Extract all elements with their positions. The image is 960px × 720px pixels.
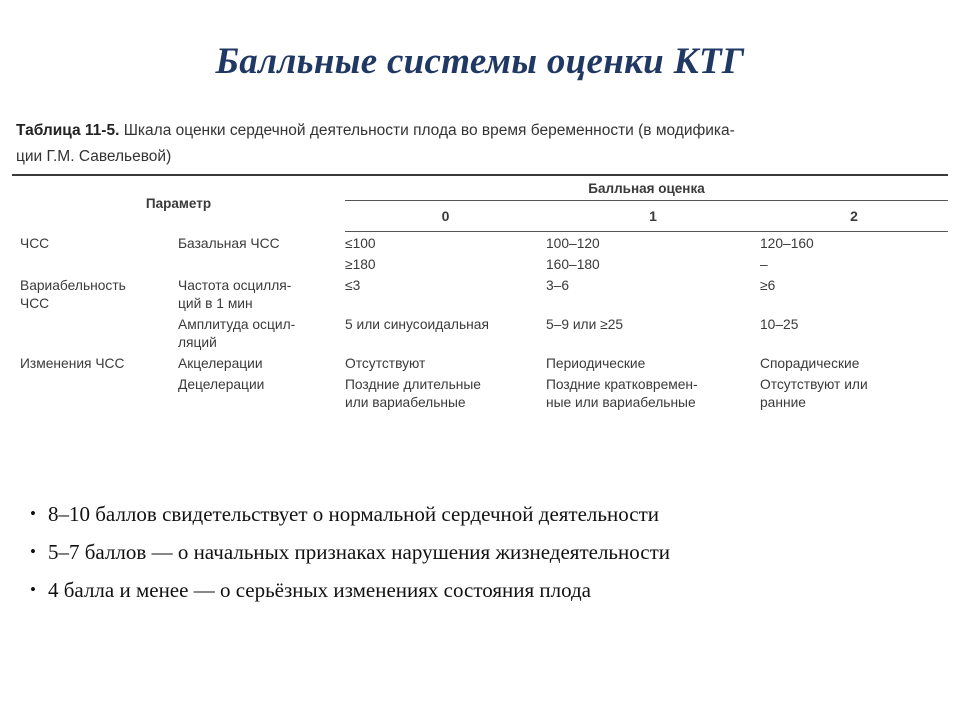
bullet-text: 4 балла и менее — о серьёзных изменениях состояния плода — [48, 578, 592, 602]
cell-score-2 — [760, 274, 948, 313]
cell-score-2 — [760, 313, 948, 352]
cell-score-2-text: 10–25 — [760, 317, 799, 332]
cell-score-0 — [345, 313, 546, 352]
cell-score-0-text: ≥180 — [345, 257, 376, 272]
cell-score-1-text: 3–6 — [546, 278, 570, 293]
cell-parameter-text: Базальная ЧСС — [178, 235, 280, 251]
summary-bullets — [28, 498, 938, 612]
cell-score-1-text: 160–180 — [546, 257, 600, 272]
header-score-1: 1 — [546, 201, 760, 232]
cell-group — [12, 313, 178, 352]
table-body — [12, 232, 948, 413]
bullet-item — [28, 574, 938, 612]
cell-score-0-text: 5 или синусоидальная — [345, 317, 489, 332]
table-caption-label: Таблица 11-5. — [16, 122, 120, 139]
cell-group — [12, 232, 178, 254]
cell-score-1 — [546, 313, 760, 352]
header-score-0: 0 — [345, 201, 546, 232]
cell-group — [12, 274, 178, 313]
header-score-2: 2 — [760, 201, 948, 232]
cell-group — [12, 373, 178, 412]
cell-parameter — [178, 274, 345, 313]
cell-score-1-text: 5–9 или ≥25 — [546, 317, 624, 332]
cell-score-2 — [760, 232, 948, 254]
table-caption — [16, 118, 948, 170]
cell-score-1-text: Поздние кратковремен- — [546, 377, 698, 392]
cell-score-2 — [760, 352, 948, 373]
ktg-score-table — [12, 176, 948, 412]
cell-score-1-text: 100–120 — [546, 236, 600, 251]
cell-group — [12, 352, 178, 373]
cell-score-2-text: Спорадические — [760, 356, 860, 371]
table-row — [12, 352, 948, 373]
cell-group-text: Изменения ЧСС — [20, 356, 125, 371]
cell-score-1 — [546, 352, 760, 373]
table-row — [12, 373, 948, 412]
scanned-table-image — [12, 118, 948, 412]
cell-parameter — [178, 373, 345, 412]
cell-parameter-text: Частота осцилля- — [178, 278, 292, 293]
table-caption-text-line2: ции Г.М. Савельевой) — [16, 148, 172, 165]
slide-title: Балльные системы оценки КТГ — [215, 41, 745, 82]
cell-score-0-text: ≤3 — [345, 278, 361, 293]
cell-parameter — [178, 313, 345, 352]
cell-score-0-text: или вариабельные — [345, 395, 466, 410]
cell-score-2 — [760, 253, 948, 274]
bullet-dot-icon: • — [30, 580, 36, 599]
cell-score-0 — [345, 274, 546, 313]
cell-parameter-text: Децелерации — [178, 377, 265, 392]
cell-parameter-text: Акцелерации — [178, 356, 263, 371]
bullet-text: 8–10 баллов свидетельствует о нормальной сердечной деятельности — [48, 502, 659, 526]
cell-parameter-text: ляций — [178, 335, 217, 350]
cell-score-0-text: ≤100 — [345, 236, 376, 251]
header-score-group: Балльная оценка — [345, 176, 948, 201]
header-parameter: Параметр — [145, 196, 212, 212]
cell-score-0 — [345, 253, 546, 274]
cell-score-0 — [345, 352, 546, 373]
cell-score-1 — [546, 373, 760, 412]
cell-parameter — [178, 352, 345, 373]
table-row — [12, 232, 948, 254]
cell-score-0-text: Отсутствуют — [345, 356, 426, 371]
cell-score-2-text: 120–160 — [760, 236, 814, 251]
table-caption-text: Шкала оценки сердечной деятельности плода во время беременности (в модифика- — [119, 122, 735, 139]
cell-score-1-text: ные или вариабельные — [546, 395, 696, 410]
bullet-dot-icon: • — [30, 542, 36, 561]
cell-score-1-text: Периодические — [546, 356, 646, 371]
cell-score-1 — [546, 274, 760, 313]
cell-score-1 — [546, 253, 760, 274]
cell-parameter — [178, 253, 345, 274]
cell-parameter-text: ций в 1 мин — [178, 296, 253, 311]
bullet-item — [28, 536, 938, 574]
bullet-item — [28, 498, 938, 536]
cell-group — [12, 253, 178, 274]
cell-score-0 — [345, 373, 546, 412]
cell-parameter-text: Амплитуда осцил- — [178, 317, 296, 332]
table-row — [12, 313, 948, 352]
cell-score-2 — [760, 373, 948, 412]
cell-score-2-text: – — [760, 257, 768, 272]
cell-score-0-text: Поздние длительные — [345, 377, 481, 392]
cell-score-2-text: ≥6 — [760, 278, 776, 293]
bullet-dot-icon: • — [30, 504, 36, 523]
cell-group-text: ЧСС — [20, 235, 50, 251]
cell-score-0 — [345, 232, 546, 254]
bullet-text: 5–7 баллов — о начальных признаках нарушения жизнедеятельности — [48, 540, 670, 564]
cell-score-2-text: ранние — [760, 395, 806, 410]
cell-group-text: Вариабельность — [20, 278, 126, 293]
cell-score-2-text: Отсутствуют или — [760, 377, 868, 392]
cell-parameter — [178, 232, 345, 254]
cell-score-1 — [546, 232, 760, 254]
table-row — [12, 253, 948, 274]
cell-group-text: ЧСС — [20, 296, 50, 311]
table-row — [12, 274, 948, 313]
